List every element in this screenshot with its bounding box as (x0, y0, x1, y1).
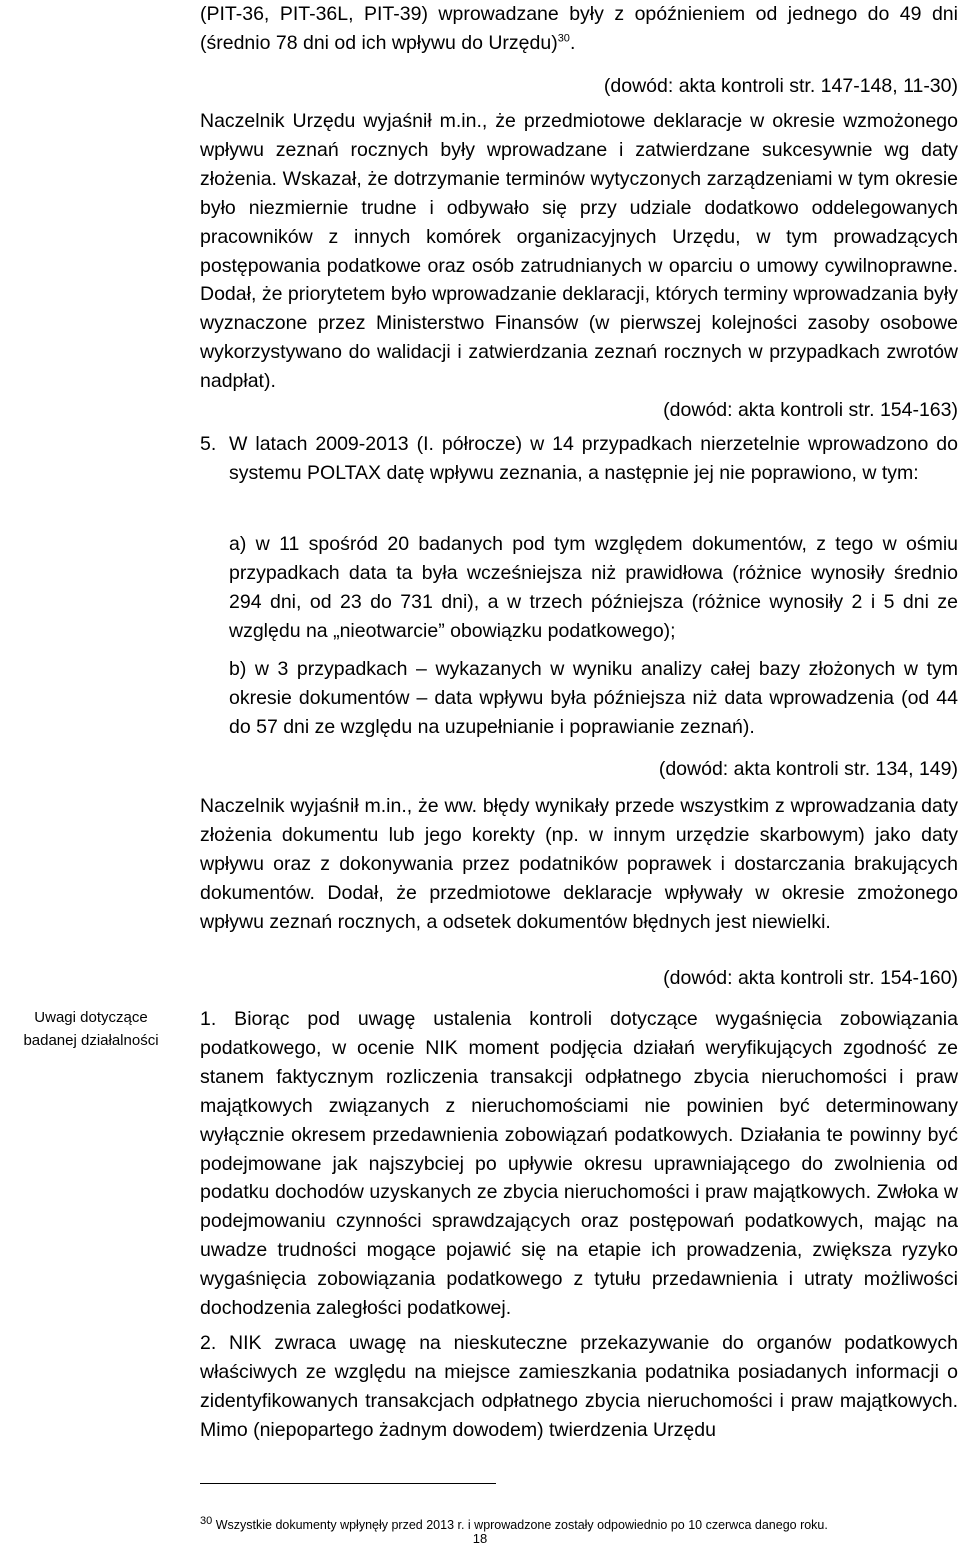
remark-2: 2. NIK zwraca uwagę na nieskuteczne przekazywanie do organów podatkowych właściwych ze względu na miejsce zamieszkania podatnika posiadanych informacji o zidentyfikowanych transakcjach odpłatnego zbycia nieruchomości i praw majątkowych. Mimo (niepopartego żadnym dowodem) twierdzenia Urzędu (200, 1332, 958, 1441)
paragraph-naczelnik-explanation-2: Naczelnik wyjaśnił m.in., że ww. błędy wynikały przede wszystkim z wprowadzania daty złożenia dokumentu lub jego korekty (np. w innym urzędzie skarbowym) jako daty wpływu oraz z dokonywania przez podatników poprawek i dostarczania brakujących dokumentów. Dodał, że przedmiotowe deklaracje wpływały w okresie zmożonego wpływu zeznań rocznych, a odsetek dokumentów błędnych jest niewielki. (200, 795, 958, 933)
item-5-text: W latach 2009-2013 (I. półrocze) w 14 przypadkach nierzetelnie wprowadzono do systemu POLTAX datę wpływu zeznania, a następnie jej nie poprawiono, w tym: (229, 433, 958, 484)
subitem-b: b) w 3 przypadkach – wykazanych w wyniku analizy całej bazy złożonych w tym okresie dokumentów – data wpływu była późniejsza niż data wprowadzenia (od 44 do 57 dni ze względu na uzupełnianie i poprawianie zeznań). (229, 658, 958, 738)
subitem-a: a) w 11 spośród 20 badanych pod tym względem dokumentów, z tego w ośmiu przypadkach data ta była wcześniejsza niż prawidłowa (różnice wynosiły średnio 294 dni, od 23 do 731 dni), a w trzech późniejsza (różnice wynosiły 2 i 5 dni ze względu na „nieotwarcie” obowiązku podatkowego); (229, 533, 958, 642)
evidence-ref: (dowód: akta kontroli str. 147-148, 11-30) (603, 75, 958, 97)
remark-1: 1. Biorąc pod uwagę ustalenia kontroli dotyczące wygaśnięcia zobowiązania podatkowego, w ocenie NIK moment podjęcia działań weryfikujących zgodność ze stanem faktycznym rozliczenia transakcji odpłatnego zbycia nieruchomości i praw majątkowych związanych z nieruchomościami nie powinien być determinowany wyłącznie okresem przedawnienia zobowiązań podatkowych. Działania te powinny być podejmowane jak najszybciej po upływie okresu uprawniającego do zwolnienia od podatku dochodów uzyskanych ze zbycia nieruchomości i praw majątkowych. Zwłoka w podejmowaniu czynności sprawdzających oraz postępowań podatkowych, mając na uwadze trudności mogące pojawić się na etapie ich prowadzenia, zwiększa ryzyko wygaśnięcia zobowiązania podatkowego z tytułu przedawnienia i utraty możliwości dochodzenia zaległości podatkowej. (200, 1008, 958, 1320)
footnote-separator (200, 1483, 496, 1484)
margin-heading: Uwagi dotyczące badanej działalności (23, 1009, 159, 1049)
footnote-text: Wszystkie dokumenty wpłynęły przed 2013 r. i wprowadzone zostały odpowiednio po 10 czerwca danego roku. (212, 1518, 828, 1532)
footnote-ref-30: 30 (557, 32, 570, 45)
page-number: 18 (472, 1531, 488, 1546)
numbered-item-5 (200, 430, 958, 488)
evidence-ref: (dowód: akta kontroli str. 154-160) (663, 967, 958, 989)
paragraph-naczelnik-explanation: Naczelnik Urzędu wyjaśnił m.in., że przedmiotowe deklaracje w okresie wzmożonego wpływu zeznań rocznych były wprowadzane i zatwierdzane sukcesywnie wg daty złożenia. Wskazał, że dotrzymanie terminów wytyczonych zarządzeniami w tym okresie było niezmiernie trudne i odbywało się przy udziale dodatkowo oddelegowanych pracowników z innych komórek organizacyjnych Urzędu, w tym prowadzących postępowania podatkowe oraz osób zatrudnianych w oparciu o umowy cywilnoprawne. Dodał, że priorytetem było wprowadzanie deklaracji, których terminy wprowadzania były wyznaczone przez Ministerstwo Finansów (w pierwszej kolejności zasoby osobowe wykorzystywano do walidacji i zatwierdzania zeznań rocznych w przypadkach zwrotów nadpłat). (200, 110, 958, 393)
paragraph-continued: (PIT-36, PIT-36L, PIT-39) wprowadzane były z opóźnieniem od jednego do 49 dni (średnio 78 dni od ich wpływu do Urzędu)$^{30}$. (200, 3, 958, 54)
evidence-ref: (dowód: akta kontroli str. 134, 149) (658, 758, 958, 780)
item-number: 5. (200, 433, 217, 455)
footnote-number: 30 (200, 1514, 213, 1527)
evidence-ref: (dowód: akta kontroli str. 154-163) (663, 399, 958, 421)
